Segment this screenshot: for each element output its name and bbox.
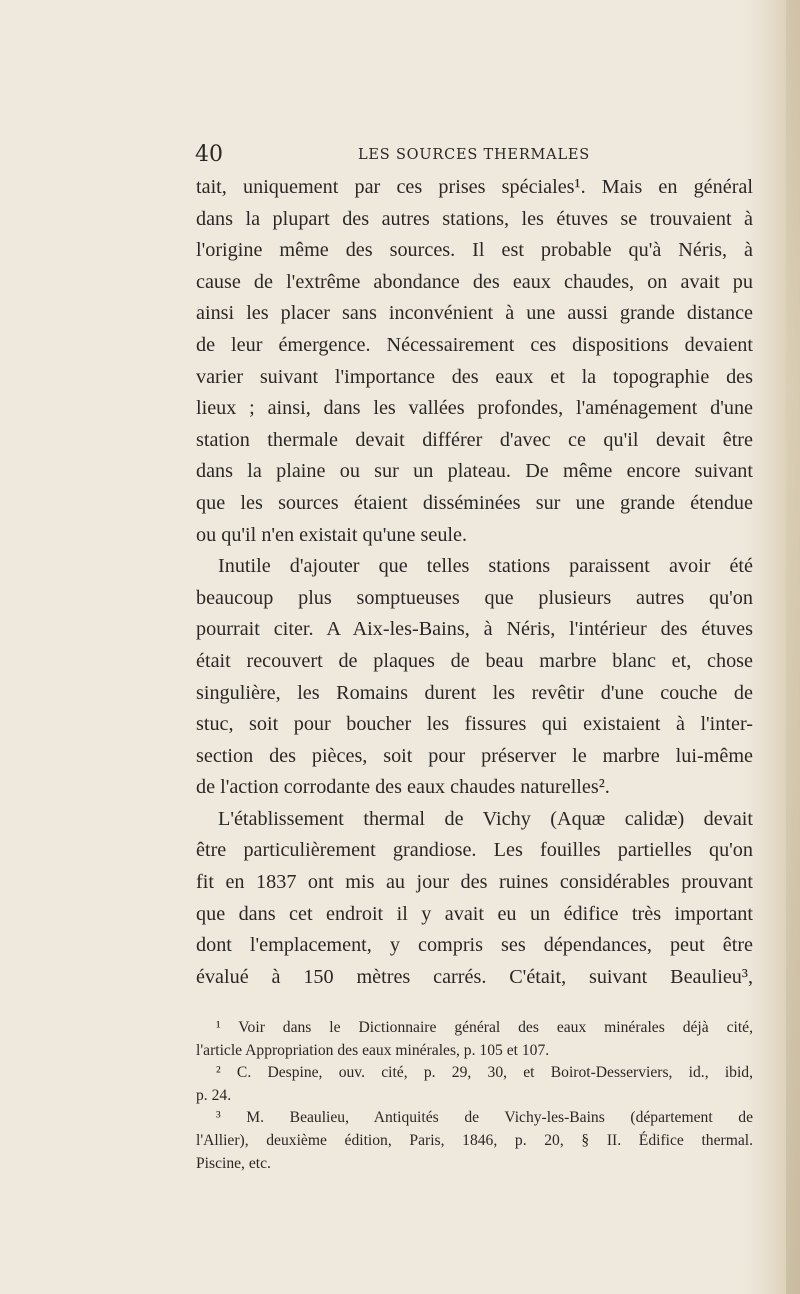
text-line: singulière, les Romains durent les revêtir d'une couche de — [196, 681, 753, 704]
footnote-line: l'Allier), deuxième édition, Paris, 1846, p. 20, § II. Édifice thermal. — [196, 1131, 753, 1149]
text-line: de leur émergence. Nécessairement ces dispositions devaient — [196, 333, 753, 356]
text-line: que les sources étaient disséminées sur une grande étendue — [196, 491, 753, 514]
text-line: tait, uniquement par ces prises spéciales¹. Mais en général — [196, 176, 753, 198]
text-line: dans la plaine ou sur un plateau. De même encore suivant — [196, 460, 753, 483]
text-line: était recouvert de plaques de beau marbre blanc et, chose — [196, 649, 753, 672]
text-line: ou qu'il n'en existait qu'une seule. — [196, 523, 468, 546]
text-line: varier suivant l'importance des eaux et la topographie des — [196, 365, 753, 388]
page-header — [195, 142, 753, 170]
footnote-line: ² C. Despine, ouv. cité, p. 29, 30, et Boirot-Desserviers, id., ibid, — [216, 1064, 753, 1082]
running-title: LES SOURCES THERMALES — [357, 147, 591, 163]
page-number: 40 — [195, 142, 223, 167]
footnote-line: ¹ Voir dans le Dictionnaire général des eaux minérales déjà cité, — [216, 1019, 753, 1036]
text-line: dont l'emplacement, y compris ses dépendances, peut être — [196, 934, 753, 957]
text-line: dans la plupart des autres stations, les étuves se trouvaient à — [196, 207, 753, 230]
text-line: fit en 1837 ont mis au jour des ruines considérables prouvant — [196, 871, 753, 894]
footnote-line: l'article Appropriation des eaux minérales, p. 105 et 107. — [196, 1041, 550, 1059]
text-line: que dans cet endroit il y avait eu un édifice très important — [196, 902, 753, 925]
text-line: être particulièrement grandiose. Les fouilles partielles qu'on — [196, 839, 753, 862]
footnote-line: Piscine, etc. — [196, 1154, 271, 1172]
text-line: ainsi les placer sans inconvénient à une aussi grande distance — [196, 302, 753, 325]
text-line: station thermale devait différer d'avec ce qu'il devait être — [196, 428, 753, 451]
text-line: cause de l'extrême abondance des eaux chaudes, on avait pu — [196, 270, 753, 293]
text-line: Inutile d'ajouter que telles stations paraissent avoir été — [218, 555, 753, 578]
page-edge-shadow — [786, 0, 800, 1294]
text-line: beaucoup plus somptueuses que plusieurs autres qu'on — [196, 586, 753, 609]
text-line: de l'action corrodante des eaux chaudes naturelles². — [196, 776, 610, 799]
text-line: lieux ; ainsi, dans les vallées profondes, l'aménagement d'une — [196, 397, 753, 420]
text-line: pourrait citer. A Aix-les-Bains, à Néris, l'intérieur des étuves — [196, 618, 753, 641]
footnote-line: p. 24. — [196, 1086, 232, 1104]
footnote-line: ³ M. Beaulieu, Antiquités de Vichy-les-Bains (département de — [216, 1109, 753, 1127]
text-line: stuc, soit pour boucher les fissures qui existaient à l'inter- — [196, 713, 753, 736]
text-line: l'origine même des sources. Il est probable qu'à Néris, à — [196, 239, 753, 262]
main-text — [196, 172, 753, 993]
text-line: L'établissement thermal de Vichy (Aquæ calidæ) devait — [218, 807, 753, 830]
footnotes — [196, 1017, 753, 1175]
text-line: évalué à 150 mètres carrés. C'était, suivant Beaulieu³, — [196, 965, 753, 988]
text-line: section des pièces, soit pour préserver le marbre lui-même — [196, 744, 753, 767]
